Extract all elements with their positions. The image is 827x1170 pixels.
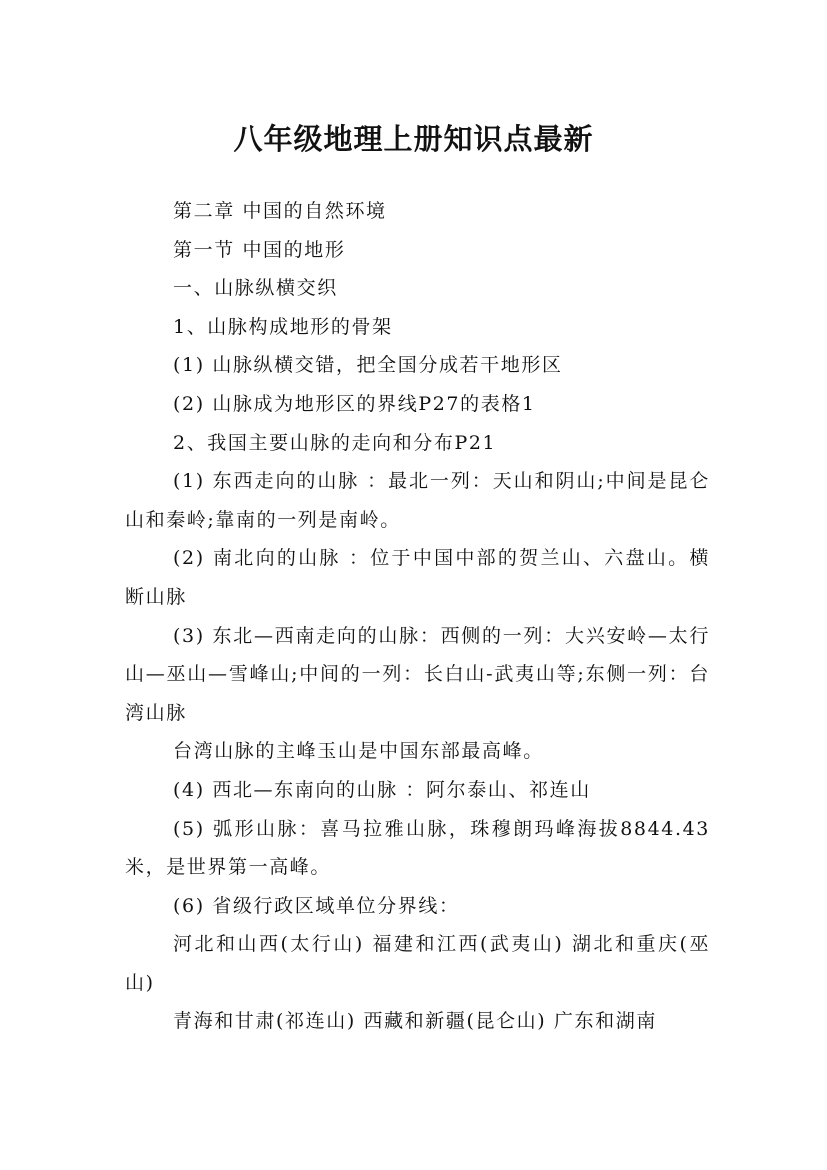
list-item: (6) 省级行政区域单位分界线： — [173, 894, 460, 917]
body-paragraph: 河北和山西(太行山) 福建和江西(武夷山) 湖北和重庆(巫山) — [125, 933, 710, 994]
list-item: (4) 西北—东南向的山脉 ：阿尔泰山、祁连山 — [173, 778, 591, 801]
document-title: 八年级地理上册知识点最新 — [233, 122, 594, 157]
list-item: (5) 弧形山脉：喜马拉雅山脉，珠穆朗玛峰海拔8844.43米，是世界第一高峰。 — [125, 817, 710, 879]
list-item: (2) 山脉成为地形区的界线P27的表格1 — [173, 392, 536, 415]
point-heading: 2、我国主要山脉的走向和分布P21 — [173, 431, 497, 454]
list-item: (3) 东北—西南走向的山脉：西侧的一列：大兴安岭—太行山—巫山—雪峰山;中间的一列：长白山-武夷山等;东侧一列：台湾山脉 — [125, 624, 710, 724]
section-heading: 第一节 中国的地形 — [173, 238, 346, 261]
list-item: (1) 山脉纵横交错，把全国分成若干地形区 — [173, 354, 563, 377]
body-paragraph: 青海和甘肃(祁连山) 西藏和新疆(昆仑山) 广东和湖南 — [173, 1010, 657, 1033]
point-heading: 1、山脉构成地形的骨架 — [173, 315, 393, 338]
document-body — [125, 192, 710, 1041]
list-item: (1) 东西走向的山脉 ：最北一列：天山和阴山;中间是昆仑山和秦岭;靠南的一列是南岭。 — [125, 470, 710, 531]
list-item: (2) 南北向的山脉 ：位于中国中部的贺兰山、六盘山。横断山脉 — [125, 547, 710, 608]
chapter-heading: 第二章 中国的自然环境 — [173, 200, 387, 222]
subsection-heading: 一、山脉纵横交织 — [173, 277, 338, 300]
body-paragraph: 台湾山脉的主峰玉山是中国东部最高峰。 — [173, 740, 544, 763]
